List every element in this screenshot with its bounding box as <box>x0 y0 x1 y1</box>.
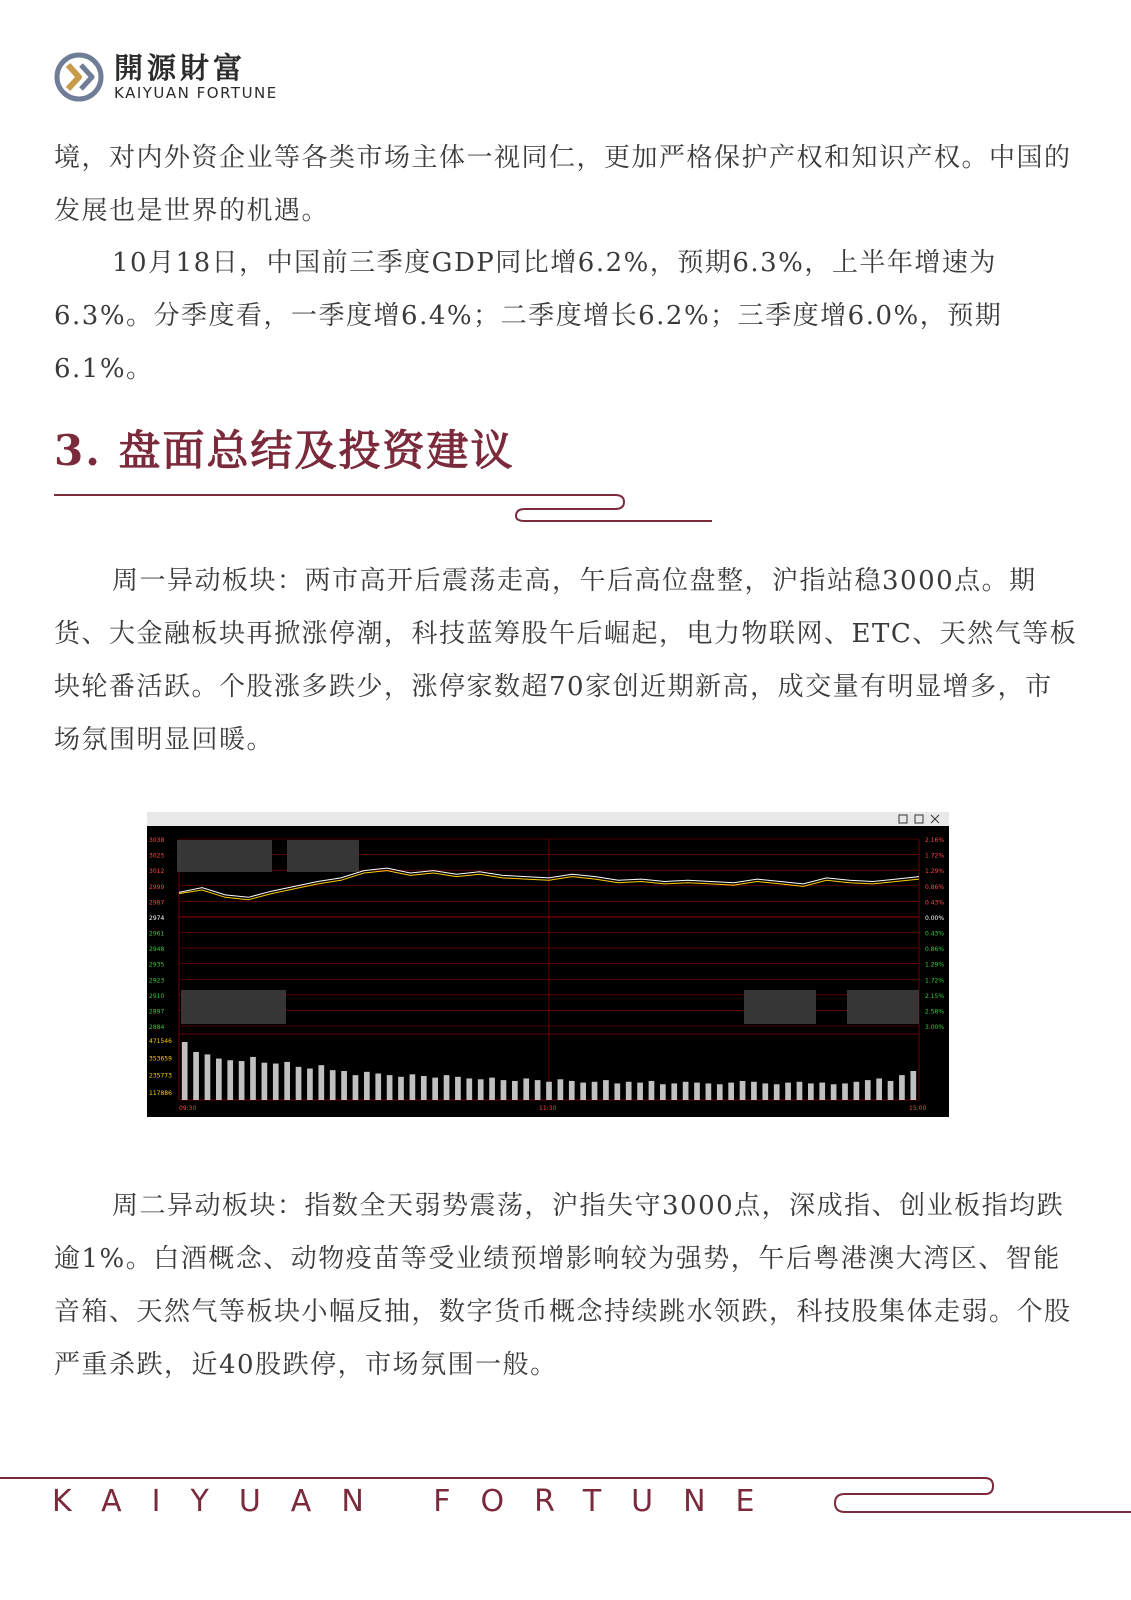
percent-tick-label: 2.58% <box>925 1008 945 1016</box>
volume-bar <box>501 1080 507 1100</box>
time-tick-label: 15:00 <box>909 1105 927 1112</box>
volume-bar <box>888 1081 894 1100</box>
volume-bar <box>910 1071 916 1100</box>
percent-tick-label: 1.29% <box>925 961 945 969</box>
volume-bar <box>535 1080 541 1100</box>
volume-tick-label: 471546 <box>149 1038 172 1045</box>
volume-bar <box>580 1083 586 1100</box>
volume-bar <box>865 1080 871 1100</box>
price-tick-label: 2999 <box>149 883 165 891</box>
volume-bar <box>762 1083 768 1100</box>
volume-bar <box>808 1083 814 1100</box>
section-heading: 3. 盘面总结及投资建议 <box>54 426 515 475</box>
price-tick-label: 3025 <box>149 852 165 860</box>
paragraph-intro: 境，对内外资企业等各类市场主体一视同仁，更加严格保护产权和知识产权。中国的发展也是世界的机遇。 <box>54 143 1072 226</box>
percent-tick-label: 2.15% <box>925 992 945 1000</box>
volume-bar <box>205 1054 211 1100</box>
time-axis <box>179 1105 926 1112</box>
volume-tick-label: 235773 <box>149 1072 172 1080</box>
volume-bar <box>455 1077 461 1100</box>
footer-brand: KAIYUAN FORTUNE <box>52 1484 785 1519</box>
volume-bar <box>466 1078 472 1100</box>
volume-bar <box>603 1080 609 1100</box>
volume-bar <box>694 1083 700 1100</box>
volume-bar <box>797 1082 803 1100</box>
volume-tick-label: 117886 <box>149 1090 172 1097</box>
volume-bar <box>489 1078 495 1100</box>
percent-tick-label: 2.16% <box>925 837 945 844</box>
volume-bar <box>785 1083 791 1100</box>
percent-tick-label: 1.72% <box>925 977 945 985</box>
paragraph-monday: 周一异动板块：两市高开后震荡走高，午后高位盘整，沪指站稳3000点。期货、大金融板块再掀涨停潮，科技蓝筹股午后崛起，电力物联网、ETC、天然气等板块轮番活跃。个股涨多跌少，涨停家数超70家创近期新高，成交量有明显增多，市场氛围明显回暖。 <box>54 566 1078 755</box>
brand-name-en: KAIYUAN FORTUNE <box>114 84 278 102</box>
chart-popup-boxes <box>177 840 919 1024</box>
percent-tick-label: 0.86% <box>925 883 945 891</box>
volume-bar <box>262 1063 268 1100</box>
volume-bar <box>706 1083 712 1100</box>
volume-bar <box>364 1072 370 1100</box>
volume-bar <box>410 1074 416 1100</box>
price-tick-label: 2884 <box>149 1024 165 1031</box>
index-intraday-chart <box>147 812 949 1117</box>
volume-bar <box>296 1067 302 1100</box>
volume-bar <box>193 1052 199 1100</box>
price-tick-label: 2987 <box>149 899 165 907</box>
brand-logo <box>54 52 278 102</box>
volume-bar <box>819 1083 825 1100</box>
percent-tick-label: 1.72% <box>925 852 945 860</box>
volume-bar <box>751 1082 757 1100</box>
percent-tick-label: 1.29% <box>925 868 945 876</box>
volume-bar <box>353 1075 359 1100</box>
price-tick-label: 2897 <box>149 1008 165 1016</box>
volume-bar <box>421 1076 427 1100</box>
volume-bar <box>318 1065 324 1100</box>
price-axis <box>149 837 164 1031</box>
volume-bar <box>637 1083 643 1100</box>
volume-bar <box>182 1042 188 1100</box>
percent-tick-label: 0.43% <box>925 930 945 938</box>
percent-tick-label: 0.00% <box>925 914 945 922</box>
volume-bar <box>307 1069 313 1100</box>
kaiyuan-logo-icon <box>54 52 104 102</box>
volume-bar <box>614 1083 620 1100</box>
volume-bar <box>740 1081 746 1100</box>
volume-bar <box>432 1078 438 1100</box>
volume-bar <box>854 1082 860 1100</box>
volume-bar <box>558 1079 564 1100</box>
volume-bar <box>341 1071 347 1100</box>
volume-bar <box>216 1059 222 1100</box>
volume-bar <box>444 1075 450 1100</box>
volume-bar <box>774 1084 780 1100</box>
volume-bar <box>592 1082 598 1100</box>
volume-tick-label: 353659 <box>149 1055 172 1063</box>
volume-bar <box>660 1084 666 1100</box>
volume-bar <box>728 1083 734 1100</box>
percent-tick-label: 3.00% <box>925 1024 945 1031</box>
volume-bar <box>546 1082 552 1100</box>
price-tick-label: 2974 <box>149 914 165 922</box>
volume-bar <box>250 1057 256 1100</box>
price-tick-label: 2961 <box>149 930 165 938</box>
price-tick-label: 3012 <box>149 868 165 876</box>
volume-bar <box>649 1081 655 1100</box>
heading-divider <box>0 490 1131 530</box>
volume-bar <box>478 1079 484 1100</box>
price-tick-label: 3038 <box>149 837 165 844</box>
volume-bar <box>876 1078 882 1100</box>
percent-tick-label: 0.43% <box>925 899 945 907</box>
chart-window-titlebar <box>147 812 949 826</box>
volume-bar <box>375 1073 381 1100</box>
volume-bar <box>569 1081 575 1100</box>
volume-bar <box>899 1075 905 1100</box>
volume-bar <box>683 1082 689 1100</box>
volume-bar <box>387 1075 393 1100</box>
volume-bar <box>398 1077 404 1100</box>
volume-bar <box>227 1060 233 1100</box>
price-tick-label: 2935 <box>149 961 165 969</box>
paragraph-tuesday: 周二异动板块：指数全天弱势震荡，沪指失守3000点，深成指、创业板指均跌逾1%。白酒概念、动物疫苗等受业绩预增影响较为强势，午后粤港澳大湾区、智能音箱、天然气等板块小幅反抽，数字货币概念持续跳水领跌，科技股集体走弱。个股严重杀跌，近40股跌停，市场氛围一般。 <box>54 1191 1072 1380</box>
volume-bar <box>626 1082 632 1100</box>
chart-canvas <box>147 812 949 1117</box>
volume-bar <box>523 1078 529 1100</box>
time-tick-label: 09:30 <box>179 1105 197 1112</box>
volume-bar <box>330 1070 336 1100</box>
time-tick-label: 11:30 <box>539 1105 557 1112</box>
price-tick-label: 2923 <box>149 977 165 985</box>
volume-bar <box>671 1083 677 1100</box>
price-tick-label: 2910 <box>149 992 165 1000</box>
paragraph-gdp: 10月18日，中国前三季度GDP同比增6.2%，预期6.3%，上半年增速为6.3%。分季度看，一季度增6.4%；二季度增长6.2%；三季度增6.0%，预期6.1%。 <box>54 248 1003 384</box>
volume-axis <box>149 1038 172 1097</box>
percent-axis <box>925 837 944 1031</box>
percent-tick-label: 0.86% <box>925 946 945 954</box>
volume-bar <box>273 1064 279 1100</box>
volume-bar <box>842 1083 848 1100</box>
price-tick-label: 2948 <box>149 946 165 954</box>
volume-bar <box>284 1062 290 1100</box>
volume-bar <box>512 1081 518 1100</box>
volume-bar <box>831 1084 837 1100</box>
brand-name-cn: 開源財富 <box>114 51 247 85</box>
volume-bar <box>239 1061 245 1100</box>
volume-bar <box>717 1084 723 1100</box>
